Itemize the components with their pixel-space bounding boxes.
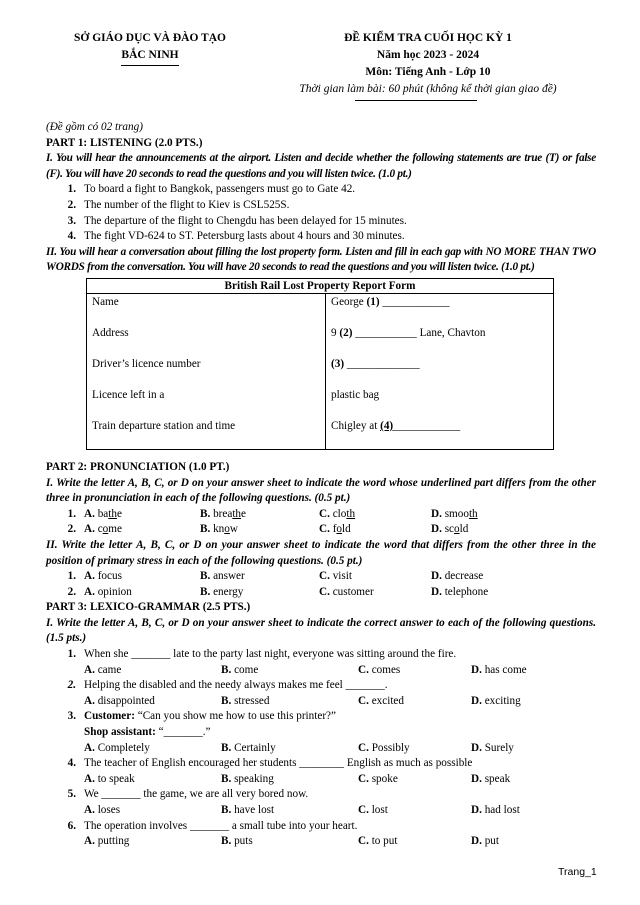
question-3-reply: Shop assistant: “_______.” bbox=[84, 726, 211, 739]
part3-sec1-instruction: I. Write the letter A, B, C, or D on your answer sheet to indicate the correct answer to each of the following questions. (1.5 pts.) bbox=[46, 616, 596, 645]
part2-title: PART 2: PRONUNCIATION (1.0 PT.) bbox=[46, 460, 230, 473]
question-2-options: A. disappointed B. stressed C. excited D. exciting bbox=[84, 694, 521, 707]
school-year: Năm học 2023 - 2024 bbox=[376, 49, 480, 61]
province-name: BẮC NINH bbox=[121, 47, 178, 66]
form-title: British Rail Lost Property Report Form bbox=[87, 278, 554, 293]
question-1: 1. When she _______ late to the party last night, everyone was sitting around the fire. bbox=[67, 648, 457, 661]
list-item: 2. A. opinion B. energy C. customer D. telephone bbox=[67, 585, 489, 598]
page-number: Trang_1 bbox=[558, 866, 597, 878]
table-row: Driver’s licence number (3) _____________ bbox=[87, 356, 554, 387]
list-item: 4. The fight VD-624 to ST. Petersburg lasts about 4 hours and 30 minutes. bbox=[67, 230, 405, 243]
header-rule bbox=[355, 100, 477, 101]
part1-title: PART 1: LISTENING (2.0 PTS.) bbox=[46, 136, 203, 149]
table-row: Train departure station and time Chigley at (4)____________ bbox=[87, 418, 554, 450]
time-limit: Thời gian làm bài: 60 phút (không kể thời gian giao đề) bbox=[299, 83, 557, 95]
question-2: 2. Helping the disabled and the needy always makes me feel _______. bbox=[67, 679, 388, 692]
part3-title: PART 3: LEXICO-GRAMMAR (2.5 PTS.) bbox=[46, 601, 251, 614]
page-count-note: (Đề gồm có 02 trang) bbox=[46, 121, 143, 133]
header-left bbox=[60, 30, 240, 66]
exam-title: ĐỀ KIỂM TRA CUỐI HỌC KỲ 1 bbox=[344, 32, 512, 44]
question-1-options: A. came B. come C. comes D. has come bbox=[84, 663, 527, 676]
question-3: 3. Customer: “Can you show me how to use this printer?” bbox=[67, 710, 336, 723]
table-row: Name George (1) ____________ bbox=[87, 293, 554, 325]
list-item: 1. A. bathe B. breathe C. cloth D. smooth bbox=[67, 507, 478, 520]
table-row: Licence left in a plastic bag bbox=[87, 387, 554, 418]
question-3-options: A. Completely B. Certainly C. Possibly D. Surely bbox=[84, 741, 514, 754]
exam-content bbox=[46, 120, 596, 850]
subject: Môn: Tiếng Anh - Lớp 10 bbox=[365, 66, 491, 78]
list-item: 1. To board a fight to Bangkok, passengers must go to Gate 42. bbox=[67, 183, 356, 196]
question-4: 4. The teacher of English encouraged her students ________ English as much as possible bbox=[67, 757, 473, 770]
part1-sec1-instruction: I. You will hear the announcements at the airport. Listen and decide whether the following statements are true (T) or false (F). You will have 20 seconds to read the questions and you will listen twice. (1.0 pt.) bbox=[46, 152, 596, 180]
question-6: 6. The operation involves _______ a small tube into your heart. bbox=[67, 819, 358, 832]
part2-sec2-instruction: II. Write the letter A, B, C, or D on your answer sheet to indicate the word that differs from the other three in the position of primary stress in each of the following questions. (0.5 pt.) bbox=[46, 538, 596, 567]
department-name: SỞ GIÁO DỤC VÀ ĐÀO TẠO bbox=[74, 32, 226, 44]
header-right bbox=[278, 30, 578, 98]
lost-property-form bbox=[86, 278, 554, 450]
part1-sec1-list bbox=[46, 182, 596, 244]
list-item: 2. The number of the flight to Kiev is CSL525S. bbox=[67, 198, 290, 211]
question-4-options: A. to speak B. speaking C. spoke D. speak bbox=[84, 772, 511, 785]
table-row: Address 9 (2) ___________ Lane, Chavton bbox=[87, 325, 554, 356]
question-5-options: A. loses B. have lost C. lost D. had lost bbox=[84, 804, 520, 816]
question-6-options: A. putting B. puts C. to put D. put bbox=[84, 835, 499, 848]
list-item: 2. A. come B. know C. fold D. scold bbox=[67, 523, 469, 536]
list-item: 3. The departure of the flight to Chengdu has been delayed for 15 minutes. bbox=[67, 214, 407, 227]
part1-sec2-instruction: II. You will hear a conversation about filling the lost property form. Listen and fill in each gap with NO MORE THAN TWO WORDS from the conversation. You will have 20 seconds to read the questions and you will listen twice. (1.0 pt.) bbox=[46, 245, 596, 274]
part2-sec1-instruction: I. Write the letter A, B, C, or D on your answer sheet to indicate the word whose underlined part differs from the other three in pronunciation in each of the following questions. (0.5 pt.) bbox=[46, 476, 596, 505]
question-5: 5. We _______ the game, we are all very bored now. bbox=[67, 788, 309, 801]
list-item: 1. A. focus B. answer C. visit D. decrease bbox=[67, 570, 484, 583]
